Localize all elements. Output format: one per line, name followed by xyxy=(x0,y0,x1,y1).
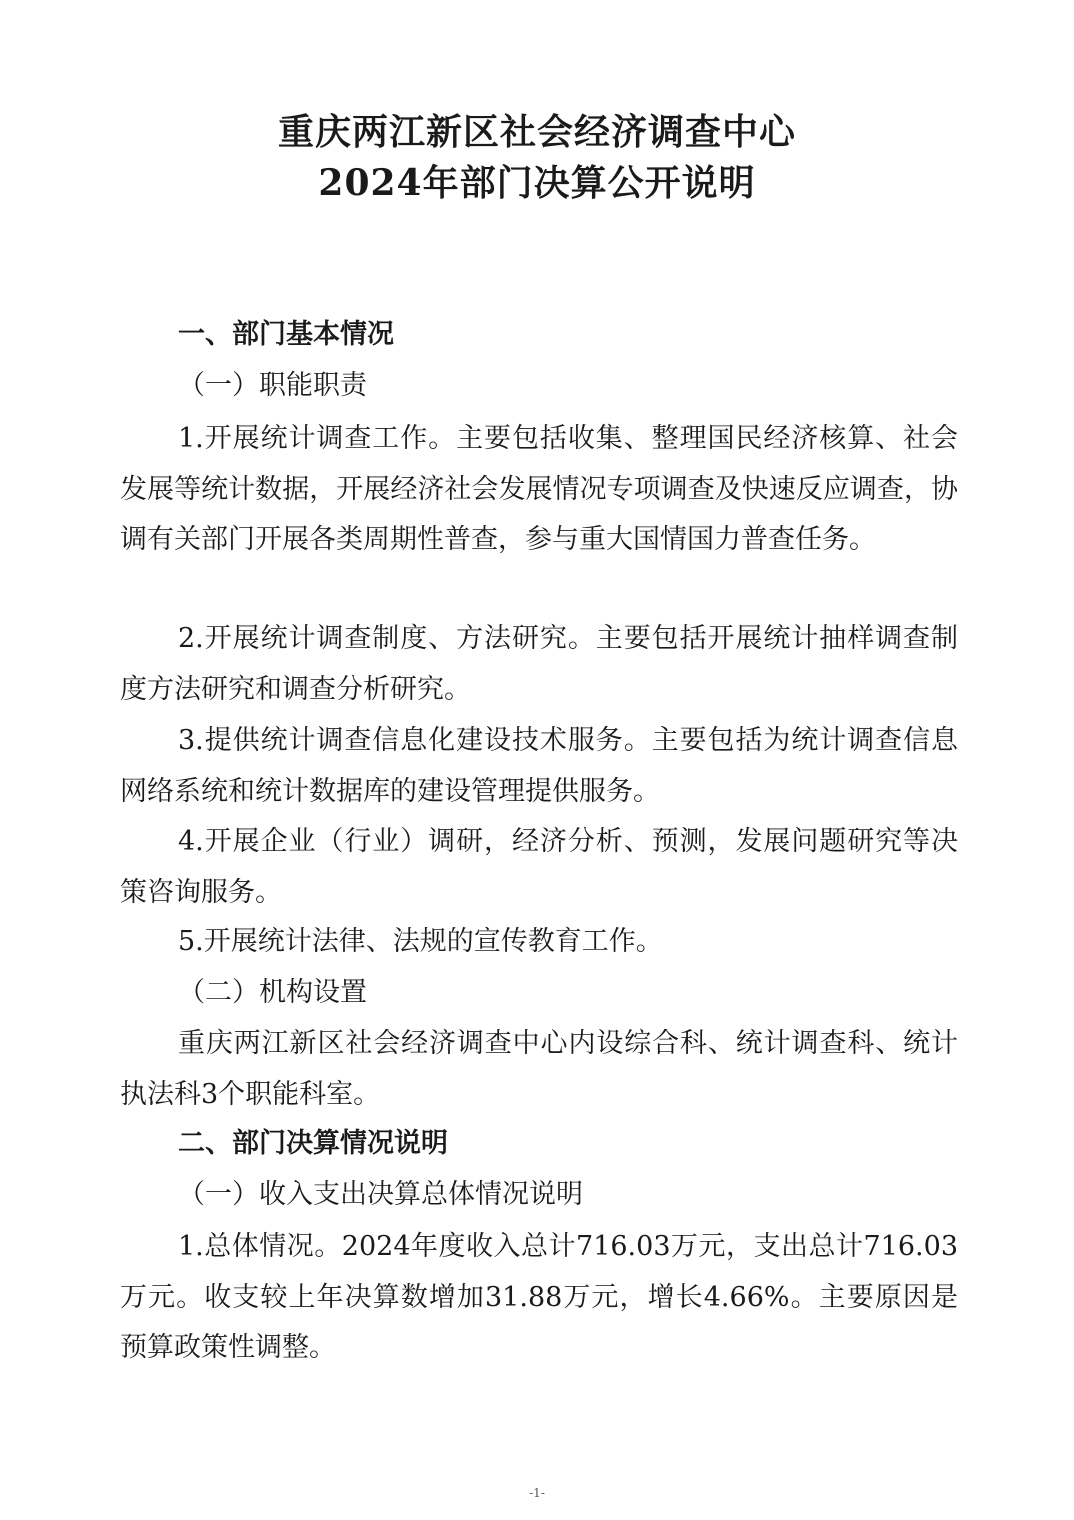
section2-sub1-heading: （一）收入支出决算总体情况说明 xyxy=(178,1179,583,1210)
org-structure-text: 重庆两江新区社会经济调查中心内设综合科、统计调查科、统计执法科3个职能科室。 xyxy=(120,1028,958,1110)
section1-sub2-heading: （二）机构设置 xyxy=(178,977,367,1008)
document-title-line1: 重庆两江新区社会经济调查中心 xyxy=(277,111,796,153)
section1-sub1-heading: （一）职能职责 xyxy=(178,370,367,401)
section2-heading: 二、部门决算情况说明 xyxy=(178,1128,448,1159)
duty-item-4: 4.开展企业（行业）调研，经济分析、预测，发展问题研究等决策咨询服务。 xyxy=(120,826,958,908)
duty-item-2: 2.开展统计调查制度、方法研究。主要包括开展统计抽样调查制度方法研究和调查分析研究。 xyxy=(120,623,958,705)
duty-item-5: 5.开展统计法律、法规的宣传教育工作。 xyxy=(178,926,663,957)
duty-item-3: 3.提供统计调查信息化建设技术服务。主要包括为统计调查信息网络系统和统计数据库的建设管理提供服务。 xyxy=(120,725,958,807)
duty-item-1: 1.开展统计调查工作。主要包括收集、整理国民经济核算、社会发展等统计数据，开展经济社会发展情况专项调查及快速反应调查，协调有关部门开展各类周期性普查，参与重大国情国力普查任务。 xyxy=(120,423,958,555)
document-title-line2: 2024年部门决算公开说明 xyxy=(318,162,756,204)
section1-heading: 一、部门基本情况 xyxy=(178,319,394,350)
budget-overview-item-1: 1.总体情况。2024年度收入总计716.03万元，支出总计716.03万元。收支较上年决算数增加31.88万元，增长4.66%。主要原因是预算政策性调整。 xyxy=(120,1231,958,1363)
page-number: -1- xyxy=(529,1486,545,1500)
